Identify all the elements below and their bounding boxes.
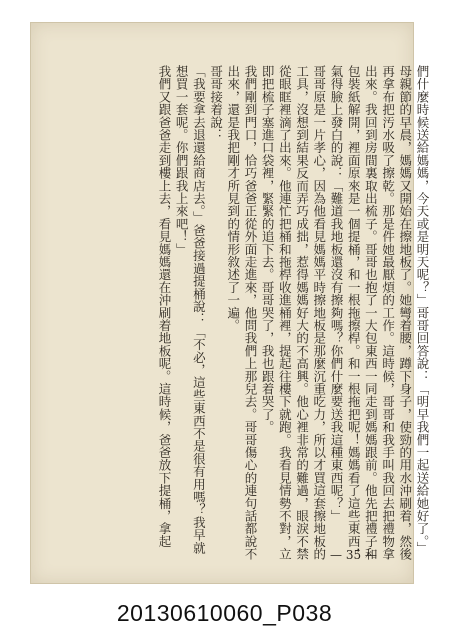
paragraph: 哥哥接着說： [208,65,224,142]
paragraph: 我們剛到門口，恰巧爸爸正從外面走進來，他問我們上那兒去。哥哥傷心的連句話都說不出來，還是我把剛才所見到的情形敘述了一遍。 [225,65,258,561]
page-number: — 35 — [330,548,377,562]
catalog-id-caption: 20130610060_P038 [116,600,333,626]
paragraph: 們什麼時候送給媽媽，今天或是明天呢？」哥哥回答說：「明早我們一起送給她好了。」 [415,65,430,555]
book-page [30,22,430,584]
paragraph: 母親節的早晨，媽媽又開始在擦地板了。她彎着腰，蹲下身子，使勁的用水沖刷着，然後再拿布把汚水吸了擦乾。那是件她最厭煩的工作。這時候，哥哥和我手叫我回去把禮物拿出來。我回到房間裏取出梳子。哥哥也抱了一大包東西一同走到媽媽跟前。他先把禮子和包裝紙解開，裡面原來是一個提桶，和一根拖擦桿。和一根拖把呢！媽媽看了這些東西，氣得臉上發白的說：「難道我地板還沒有擦夠嗎？你們什麼要送我這種東西呢？」 [328,65,413,561]
paragraph: 我們又跟爸爸走到樓上去，看見媽媽還在沖刷着地板呢。這時候，爸爸放下提桶，拿起 [156,65,172,548]
paragraph: 「我要拿去退還給商店去。」爸爸接過提桶說：「不必，這些東西不是很有用嗎？我早就想買一套呢。你們跟我上來吧！」 [174,65,207,555]
vertical-text-body [93,65,431,565]
paragraph: 哥哥原是一片孝心，因為他看見媽媽平時擦地板是那麼沉重吃力，所以才買這套擦地板的工具，沒想到結果反而弄巧成拙，惹得媽媽好大的不高興。他心裡非常的難過，眼淚不禁從眼眶裡滴了出來。他連忙把桶和拖桿收進桶裡，提起往樓下就跑。我看見情勢不對，立即把梳子塞進口袋裡，緊緊的追下去。哥哥哭了，我也跟着哭了。 [260,65,327,561]
